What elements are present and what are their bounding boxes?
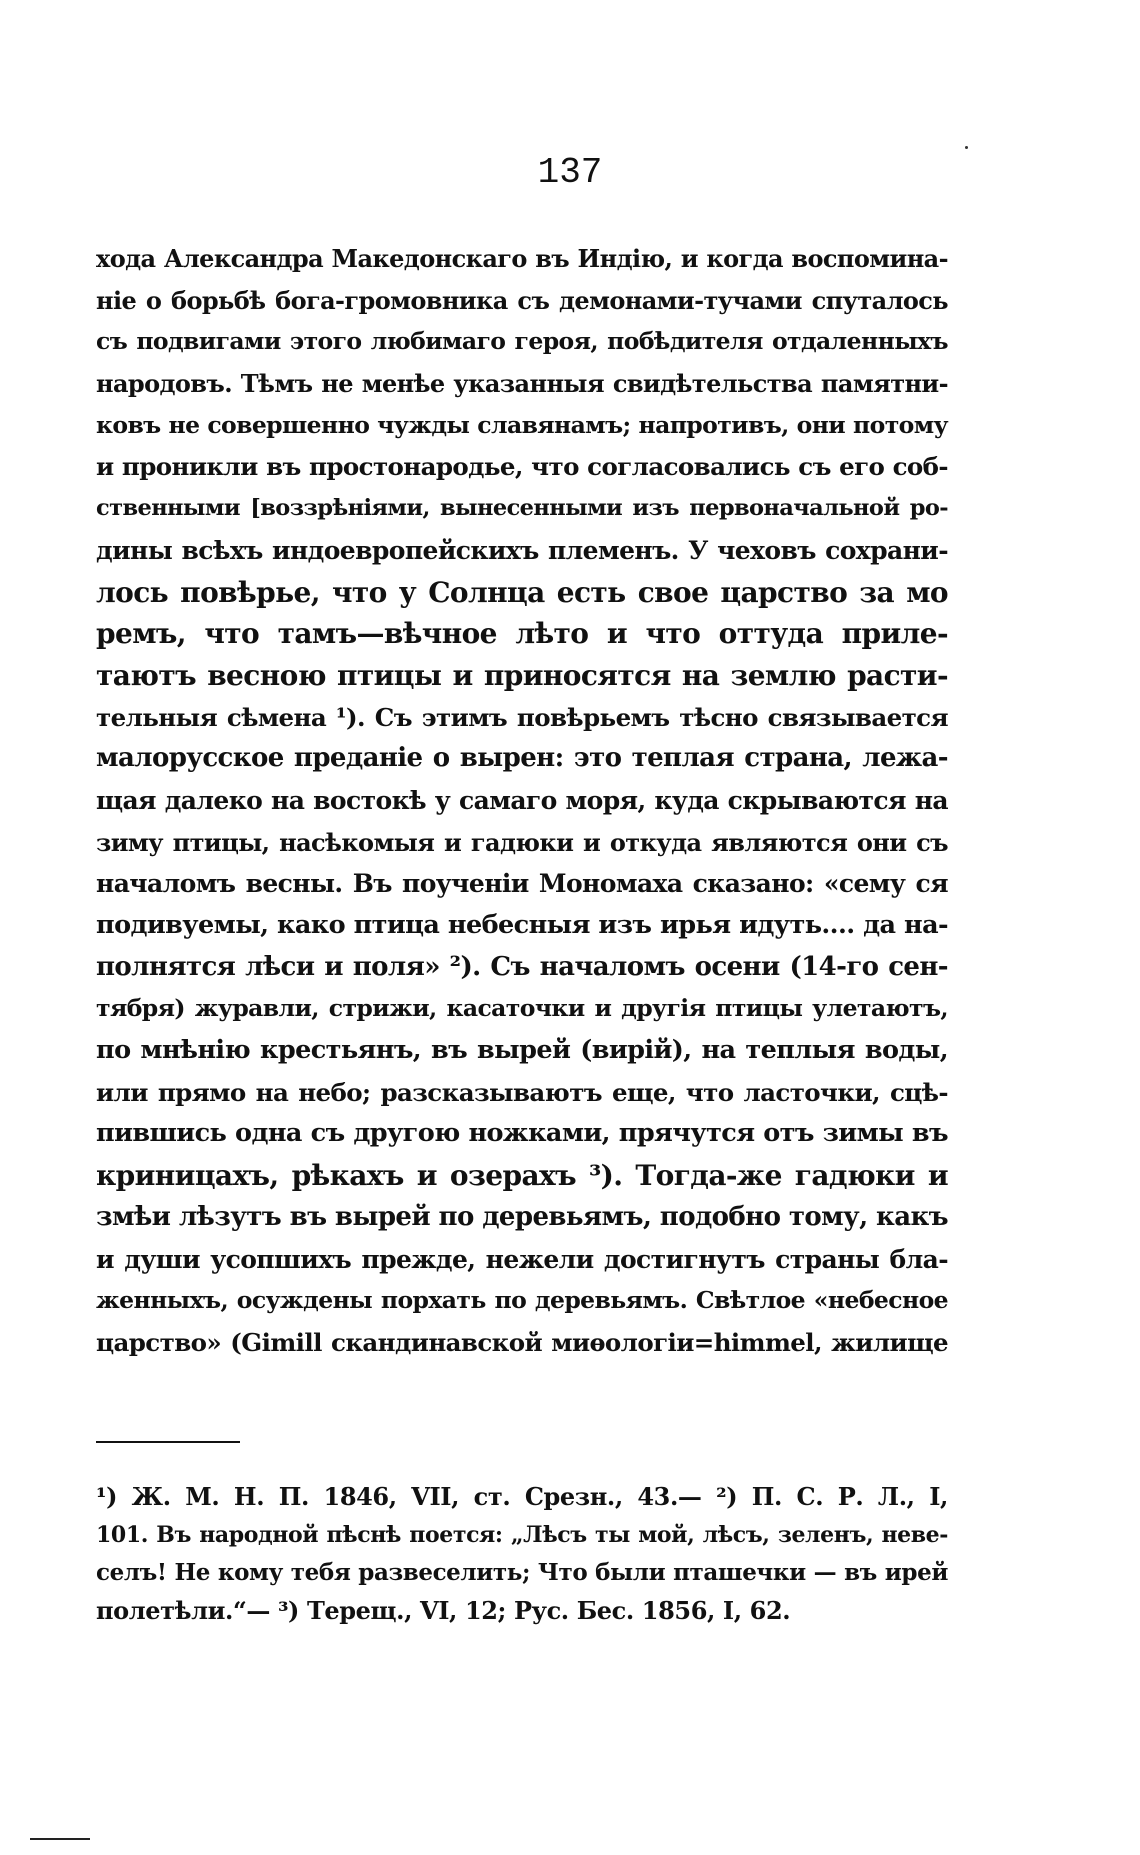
footnote-line: селъ! Не кому тебя развеселить; Что были пташечки — въ ирей <box>96 1559 948 1586</box>
text-line: или прямо на небо; разсказываютъ еще, что ласточки, сцѣ- <box>96 1077 948 1107</box>
footnotes <box>96 1478 948 1630</box>
text-line: царство» (Gimill скандинавской миѳологіи=himmel, жилище <box>96 1327 948 1357</box>
margin-mark <box>30 1838 90 1840</box>
text-line: хода Александра Македонскаго въ Индію, и когда воспомина- <box>96 244 948 273</box>
text-line: и проникли въ простонародье, что согласовались съ его соб- <box>96 452 948 482</box>
text-line: женныхъ, осуждены порхать по деревьямъ. Свѣтлое «небесное <box>96 1286 948 1315</box>
footnote-divider <box>96 1441 240 1443</box>
text-line: ственными [воззрѣніями, вынесенными изъ первоначальной ро- <box>96 495 948 522</box>
text-line: лось повѣрье, что у Солнца есть свое царство за мо <box>96 575 948 609</box>
text-line: тельныя сѣмена ¹). Съ этимъ повѣрьемъ тѣсно связывается <box>96 702 948 732</box>
text-line: подивуемы, како птица небесныя изъ ирья идуть.... да на- <box>96 910 948 940</box>
text-line: малорусское преданіе о вырен: это теплая страна, лежа- <box>96 743 948 774</box>
text-line: и души усопшихъ прежде, нежели достигнутъ страны бла- <box>96 1244 948 1274</box>
text-line: полнятся лѣси и поля» ²). Съ началомъ осени (14-го сен- <box>96 951 948 982</box>
text-line: ковъ не совершенно чужды славянамъ; напротивъ, они потому <box>96 410 948 439</box>
footnote-line: ¹) Ж. М. Н. П. 1846, VII, ст. Срезн., 43.— ²) П. С. Р. Л., I, <box>96 1482 948 1511</box>
text-line: ремъ, что тамъ—вѣчное лѣто и что оттуда приле- <box>96 617 948 651</box>
body-text <box>96 238 948 1364</box>
text-line: народовъ. Тѣмъ не менѣе указанныя свидѣтельства памятни- <box>96 369 948 399</box>
text-line: началомъ весны. Въ поученіи Мономаха сказано: «сему ся <box>96 869 948 899</box>
text-line: криницахъ, рѣкахъ и озерахъ ³). Тогда-же гадюки и <box>96 1159 948 1193</box>
text-line: съ подвигами этого любимаго героя, побѣдителя отдаленныхъ <box>96 327 948 356</box>
footnote-line: 101. Въ народной пѣснѣ поется: „Лѣсъ ты мой, лѣсъ, зеленъ, неве- <box>96 1522 948 1548</box>
text-line: змѣи лѣзутъ въ вырей по деревьямъ, подобно тому, какъ <box>96 1201 948 1232</box>
text-line: ніе о борьбѣ бога-громовника съ демонами-тучами спуталось <box>96 285 948 315</box>
text-line: пившись одна съ другою ножками, прячутся отъ зимы въ <box>96 1118 948 1149</box>
footnote-line: полетѣли.“— ³) Терещ., VI, 12; Рус. Бес. 1856, I, 62. <box>96 1596 791 1625</box>
text-line: таютъ весною птицы и приносятся на землю расти- <box>96 658 948 692</box>
text-line: щая далеко на востокѣ у самаго моря, куда скрываются на <box>96 785 948 815</box>
text-line: тября) журавли, стрижи, касаточки и другія птицы улетаютъ, <box>96 994 948 1023</box>
text-line: дины всѣхъ индоевропейскихъ племенъ. У чеховъ сохрани- <box>96 535 948 565</box>
text-line: по мнѣнію крестьянъ, въ вырей (вирій), на теплыя воды, <box>96 1035 948 1066</box>
speck-mark <box>965 146 968 149</box>
page-number: 137 <box>537 152 603 193</box>
text-line: зиму птицы, насѣкомыя и гадюки и откуда являются они съ <box>96 827 948 857</box>
